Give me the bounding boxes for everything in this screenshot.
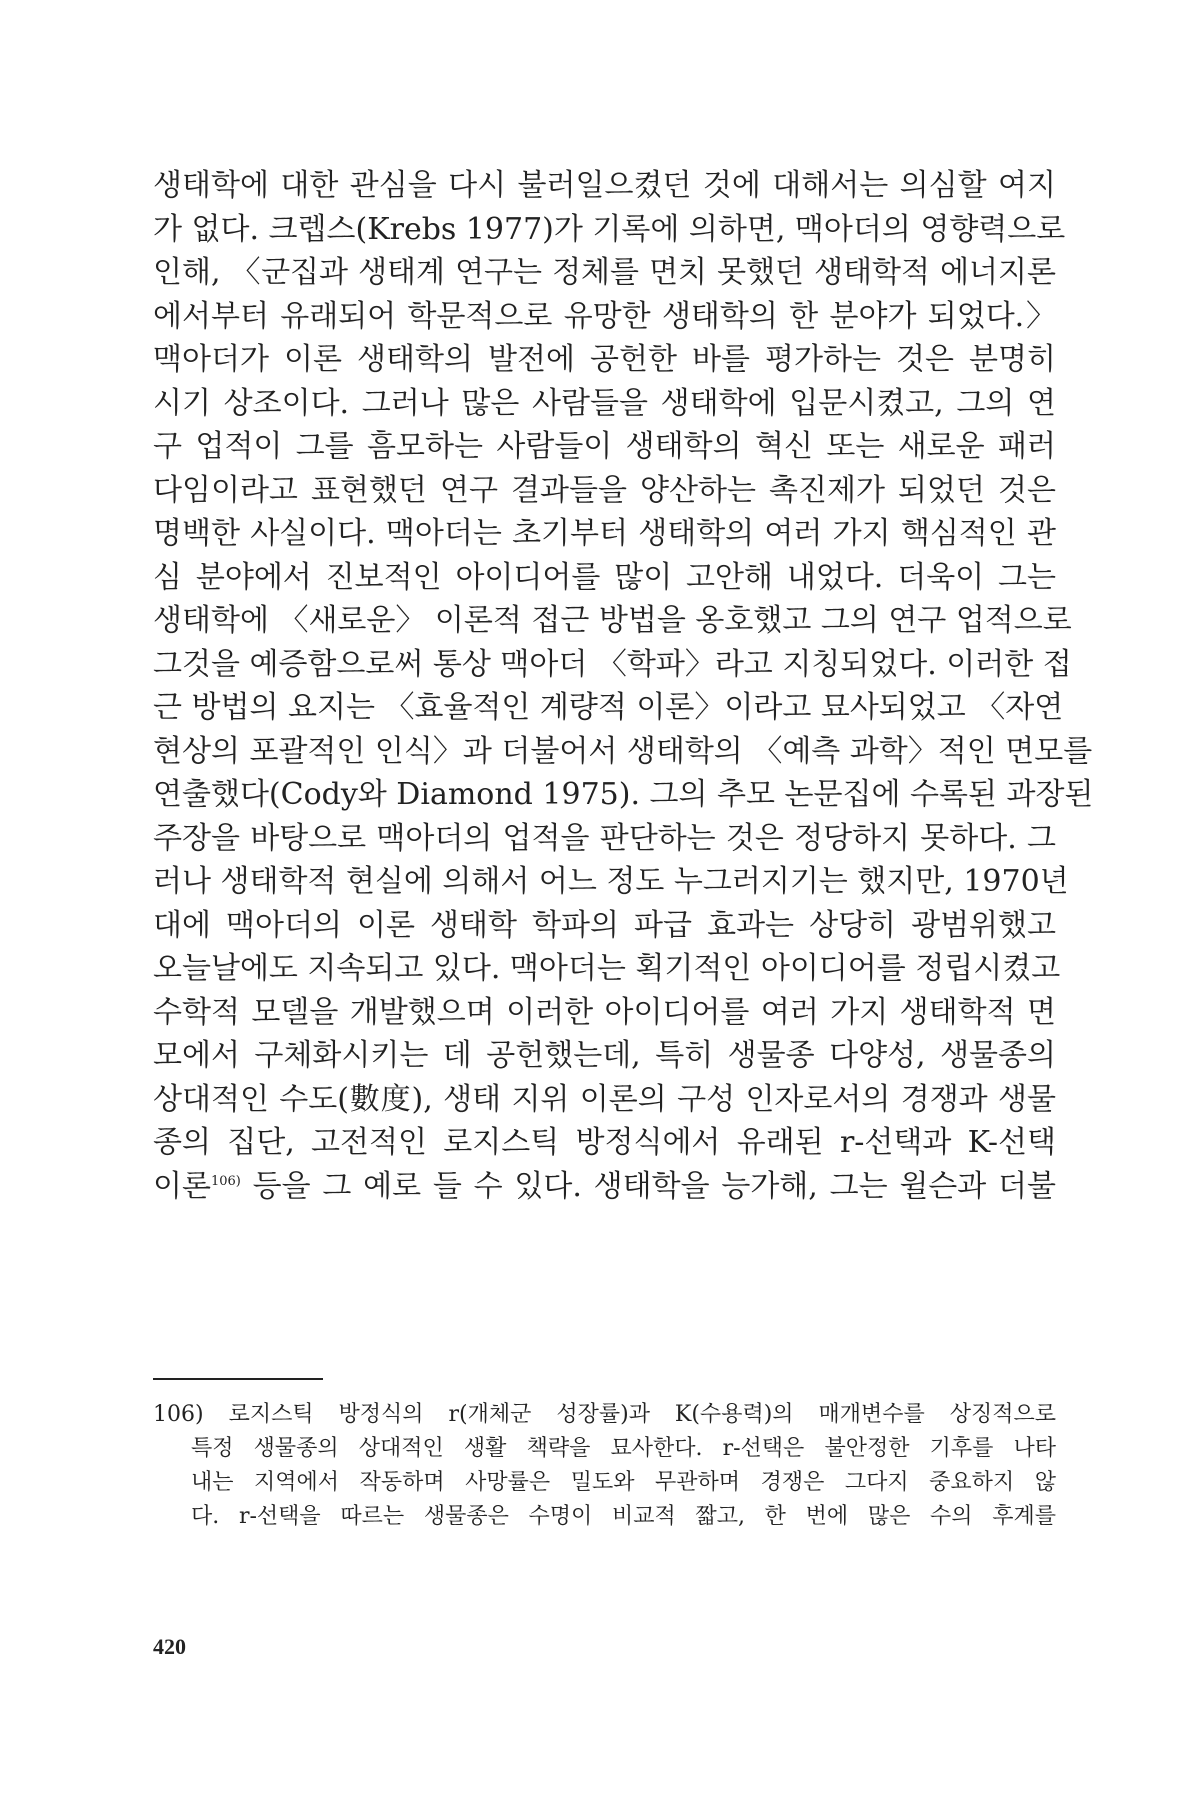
footnote-reference[interactable]: 106) xyxy=(210,1173,241,1189)
body-line-18: 대에 맥아더의 이론 생태학 학파의 파급 효과는 상당히 광범위했고 xyxy=(153,907,1056,943)
body-line-2: 가 없다. 크렙스(Krebs 1977)가 기록에 의하면, 맥아더의 영향력으로 xyxy=(153,211,1066,247)
footnote-line-4: 다. r-선택을 따르는 생물종은 수명이 비교적 짧고, 한 번에 많은 수의 후계를 xyxy=(191,1504,1056,1529)
body-line-5: 맥아더가 이론 생태학의 발전에 공헌한 바를 평가하는 것은 분명히 xyxy=(153,342,1056,377)
body-line-1: 생태학에 대한 관심을 다시 불러일으켰던 것에 대해서는 의심할 여지 xyxy=(153,168,1056,203)
footnote-number: 106) xyxy=(153,1402,204,1427)
body-line-15: 연출했다(Cody와 Diamond 1975). 그의 추모 논문집에 수록된 과장된 xyxy=(153,777,1094,812)
body-line-12: 그것을 예증함으로써 통상 맥아더 〈학파〉라고 지칭되었다. 이러한 접 xyxy=(153,646,1072,682)
body-line-23: 종의 집단, 고전적인 로지스틱 방정식에서 유래된 r-선택과 K-선택 xyxy=(153,1125,1056,1160)
body-line-17: 러나 생태학적 현실에 의해서 어느 정도 누그러지기는 했지만, 1970년 xyxy=(153,864,1069,899)
body-line-3: 인해, 〈군집과 생태계 연구는 정체를 면치 못했던 생태학적 에너지론 xyxy=(153,255,1056,290)
body-line-24-start: 이론 xyxy=(153,1168,211,1204)
footnote-line-3: 내는 지역에서 작동하며 사망률은 밀도와 무관하며 경쟁은 그다지 중요하지 않 xyxy=(191,1470,1056,1495)
footnote-line-1 xyxy=(153,1398,1056,1432)
footnote-first-text: 로지스틱 방정식의 r(개체군 성장률)과 K(수용력)의 매개변수를 상징적으로 xyxy=(228,1402,1056,1427)
footnote-divider xyxy=(153,1378,323,1380)
body-line-14: 현상의 포괄적인 인식〉과 더불어서 생태학의 〈예측 과학〉적인 면모를 xyxy=(153,733,1093,769)
page-number: 420 xyxy=(153,1634,186,1659)
body-text xyxy=(153,164,1094,1208)
body-line-21: 모에서 구체화시키는 데 공헌했는데, 특히 생물종 다양성, 생물종의 xyxy=(153,1038,1056,1073)
body-line-11: 생태학에 〈새로운〉 이론적 접근 방법을 옹호했고 그의 연구 업적으로 xyxy=(153,603,1072,638)
body-line-7: 구 업적이 그를 흠모하는 사람들이 생태학의 혁신 또는 새로운 패러 xyxy=(153,429,1056,464)
body-line-10: 심 분야에서 진보적인 아이디어를 많이 고안해 내었다. 더욱이 그는 xyxy=(153,559,1056,595)
body-line-6: 시기 상조이다. 그러나 많은 사람들을 생태학에 입문시켰고, 그의 연 xyxy=(153,385,1056,421)
footnote-line-2: 특정 생물종의 상대적인 생활 책략을 묘사한다. r-선택은 불안정한 기후를 나타 xyxy=(191,1436,1056,1461)
body-line-8: 다임이라고 표현했던 연구 결과들을 양산하는 촉진제가 되었던 것은 xyxy=(153,472,1056,508)
body-line-20: 수학적 모델을 개발했으며 이러한 아이디어를 여러 가지 생태학적 면 xyxy=(153,994,1056,1030)
body-line-19: 오늘날에도 지속되고 있다. 맥아더는 획기적인 아이디어를 정립시켰고 xyxy=(153,951,1061,986)
body-line-4: 에서부터 유래되어 학문적으로 유망한 생태학의 한 분야가 되었다.〉 xyxy=(153,298,1056,334)
body-line-13: 근 방법의 요지는 〈효율적인 계량적 이론〉이라고 묘사되었고 〈자연 xyxy=(153,690,1064,725)
body-line-24-end: 등을 그 예로 들 수 있다. 생태학을 능가해, 그는 윌슨과 더불 xyxy=(240,1168,1056,1204)
body-line-16: 주장을 바탕으로 맥아더의 업적을 판단하는 것은 정당하지 못하다. 그 xyxy=(153,820,1056,856)
footnotes xyxy=(153,1398,1056,1534)
body-line-22: 상대적인 수도(數度), 생태 지위 이론의 구성 인자로서의 경쟁과 생물 xyxy=(153,1081,1056,1117)
body-line-9: 명백한 사실이다. 맥아더는 초기부터 생태학의 여러 가지 핵심적인 관 xyxy=(153,516,1056,551)
body-line-24 xyxy=(153,1165,1056,1209)
